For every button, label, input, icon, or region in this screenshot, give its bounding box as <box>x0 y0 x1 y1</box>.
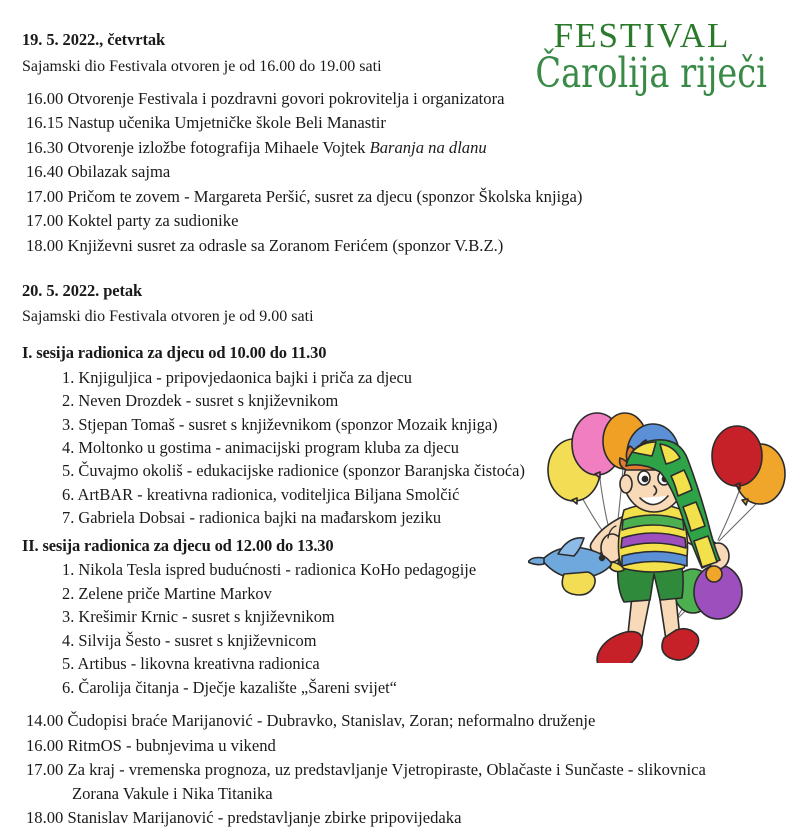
day1-entry-1630 <box>26 136 762 160</box>
day2-entry-1700-line2: Zorana Vakule i Nika Titanika <box>72 783 273 803</box>
festival-title-main: FESTIVAL <box>553 16 731 55</box>
day1-entry-1630-prefix: 16.30 Otvorenje izložbe fotografija Mihaele Vojtek <box>26 137 370 157</box>
bird-pouch <box>562 572 595 595</box>
boy-with-balloons-illustration <box>528 408 800 663</box>
day1-entry-1800: 18.00 Književni susret za odrasle sa Zoranom Ferićem (sponzor V.B.Z.) <box>26 236 504 255</box>
day1-section <box>22 30 767 258</box>
day1-entry-1640: 16.40 Obilazak sajma <box>26 162 171 182</box>
list-item: 5. Artibus - likovna kreativna radionica <box>62 654 320 674</box>
list-item: 2. Neven Drozdek - susret s književnikom <box>62 391 339 411</box>
list-item: 6. ArtBAR - kreativna radionica, voditeljica Biljana Smolčić <box>62 484 460 504</box>
list-item: 7. Gabriela Dobsai - radionica bajki na mađarskom jeziku <box>62 508 442 528</box>
list-item: 4. Moltonko u gostima - animacijski program kluba za djecu <box>62 437 459 457</box>
day1-entry-1600: 16.00 Otvorenje Festivala i pozdravni govori pokrovitelja i organizatora <box>26 88 505 108</box>
day1-heading: 19. 5. 2022., četvrtak <box>22 30 166 49</box>
shoe-left <box>597 632 642 663</box>
session1-heading: I. sesija radionica za djecu od 10.00 do 11.30 <box>22 343 327 363</box>
balloon-red <box>712 426 762 486</box>
day1-entry-1700-a: 17.00 Pričom te zovem - Margareta Peršić, susret za djecu (sponzor Školska knjiga) <box>26 186 583 206</box>
gap-before-afternoon <box>22 699 762 709</box>
festival-title-sub: Čarolija riječi <box>535 48 767 97</box>
day1-entry-1700-b: 17.00 Koktel party za sudionike <box>26 211 239 231</box>
list-item: 4. Silvija Šesto - susret s književnicom <box>62 630 317 650</box>
striped-shirt <box>618 504 687 572</box>
day2-heading: 20. 5. 2022. petak <box>22 280 143 300</box>
day2-entry-1600: 16.00 RitmOS - bubnjevima u vikend <box>26 735 276 755</box>
list-item: 2. Zelene priče Martine Markov <box>62 583 272 603</box>
day1-entry-1630-title: Baranja na dlanu <box>369 137 487 157</box>
session2-heading: II. sesija radionica za djecu od 12.00 do 13.30 <box>22 535 334 555</box>
day2-entry-1800: 18.00 Stanislav Marijanović - predstavljanje zbirke pripovijedaka <box>26 808 462 828</box>
day2-entry-1700-line1: 17.00 Za kraj - vremenska prognoza, uz predstavljanje Vjetropiraste, Oblačaste i Sunčaste - slikovnica <box>26 760 706 780</box>
day2-entry-1400: 14.00 Čudopisi braće Marijanović - Dubravko, Stanislav, Zoran; neformalno druženje <box>26 710 596 730</box>
ear-left <box>620 475 632 493</box>
section-gap <box>22 259 762 281</box>
day2-note: Sajamski dio Festivala otvoren je od 9.00 sati <box>22 308 314 326</box>
list-item: 6. Čarolija čitanja - Dječje kazalište „Šareni svijet“ <box>62 677 397 697</box>
day2-entry-1700 <box>26 758 762 805</box>
illustration-svg <box>528 408 800 663</box>
list-item: 1. Nikola Tesla ispred budućnosti - radionica KoHo pedagogije <box>62 560 477 580</box>
list-item: 5. Čuvajmo okoliš - edukacijske radionice (sponzor Baranjska čistoća) <box>62 461 525 481</box>
day1-note: Sajamski dio Festivala otvoren je od 16.00 do 19.00 sati <box>22 57 382 75</box>
list-item: 3. Stjepan Tomaš - susret s književnikom (sponzor Mozaik knjiga) <box>62 414 498 434</box>
day1-entry-1615: 16.15 Nastup učenika Umjetničke škole Beli Manastir <box>26 113 386 133</box>
list-item: 3. Krešimir Krnic - susret s književnikom <box>62 607 335 627</box>
list-item: 1. Knjiguljica - pripovjedaonica bajki i priča za djecu <box>62 367 412 387</box>
hat-bell <box>706 566 722 582</box>
